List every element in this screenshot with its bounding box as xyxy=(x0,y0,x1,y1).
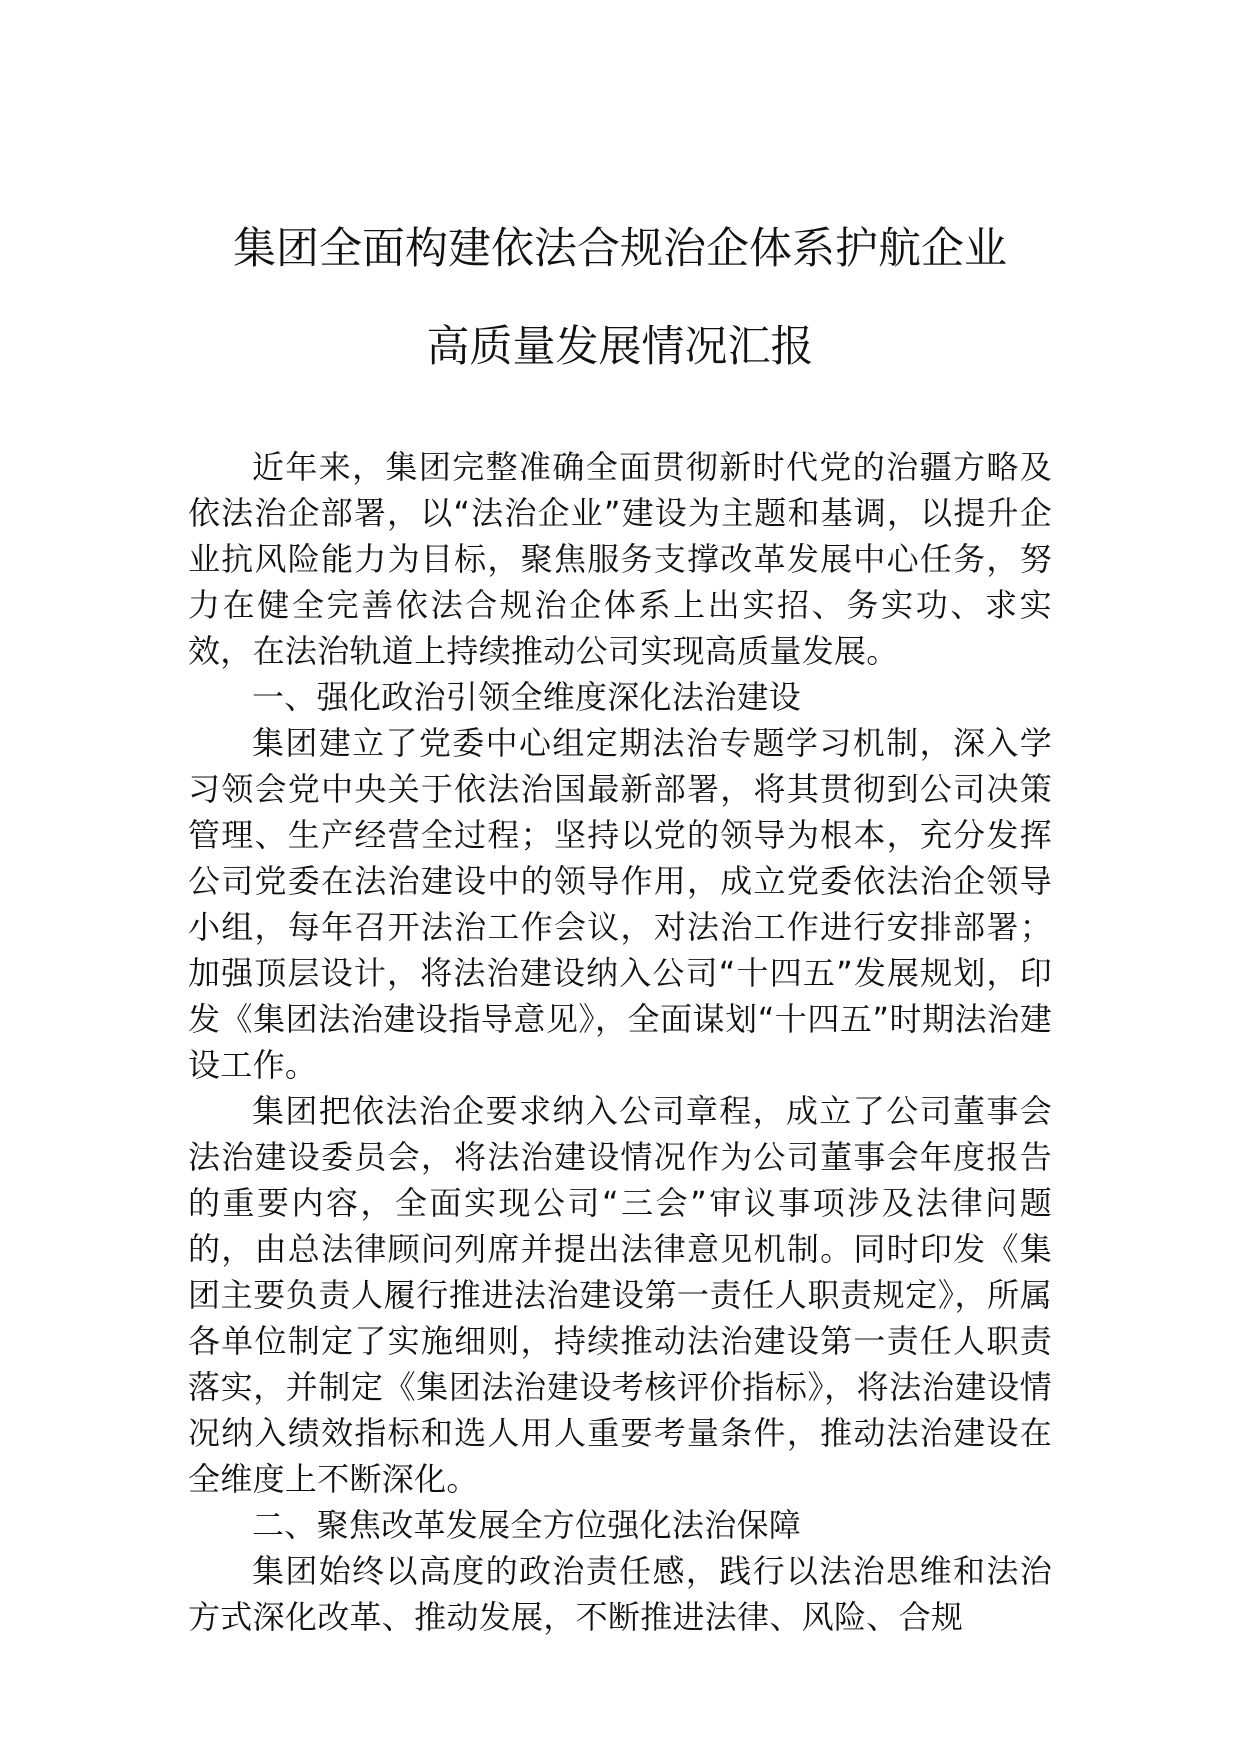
document-body xyxy=(188,444,1052,1640)
section-heading-1: 一、强化政治引领全维度深化法治建设 xyxy=(252,678,802,716)
document-title xyxy=(188,200,1052,396)
document-page xyxy=(188,200,1052,1640)
section-1-paragraph-1: 集团建立了党委中心组定期法治专题学习机制，深入学习领会党中央关于依法治国最新部署，将其贯彻到公司决策管理、生产经营全过程；坚持以党的领导为根本，充分发挥公司党委在法治建设中的领导作用，成立党委依法治企领导小组，每年召开法治工作会议，对法治工作进行安排部署；加强顶层设计，将法治建设纳入公司“十四五”发展规划，印发《集团法治建设指导意见》，全面谋划“十四五”时期法治建设工作。 xyxy=(188,724,1052,1084)
section-2-paragraph-1: 集团始终以高度的政治责任感，践行以法治思维和法治方式深化改革、推动发展，不断推进法律、风险、合规 xyxy=(188,1552,1052,1636)
section-heading-2: 二、聚焦改革发展全方位强化法治保障 xyxy=(252,1506,802,1544)
title-line-2: 高质量发展情况汇报 xyxy=(426,322,814,372)
title-line-1: 集团全面构建依法合规治企体系护航企业 xyxy=(233,224,1007,274)
intro-paragraph: 近年来，集团完整准确全面贯彻新时代党的治疆方略及依法治企部署，以“法治企业”建设为主题和基调，以提升企业抗风险能力为目标，聚焦服务支撑改革发展中心任务，努力在健全完善依法合规治企体系上出实招、务实功、求实效，在法治轨道上持续推动公司实现高质量发展。 xyxy=(188,448,1052,670)
section-1-paragraph-2: 集团把依法治企要求纳入公司章程，成立了公司董事会法治建设委员会，将法治建设情况作为公司董事会年度报告的重要内容，全面实现公司“三会”审议事项涉及法律问题的，由总法律顾问列席并提出法律意见机制。同时印发《集团主要负责人履行推进法治建设第一责任人职责规定》，所属各单位制定了实施细则，持续推动法治建设第一责任人职责落实，并制定《集团法治建设考核评价指标》，将法治建设情况纳入绩效指标和选人用人重要考量条件，推动法治建设在全维度上不断深化。 xyxy=(188,1092,1052,1498)
